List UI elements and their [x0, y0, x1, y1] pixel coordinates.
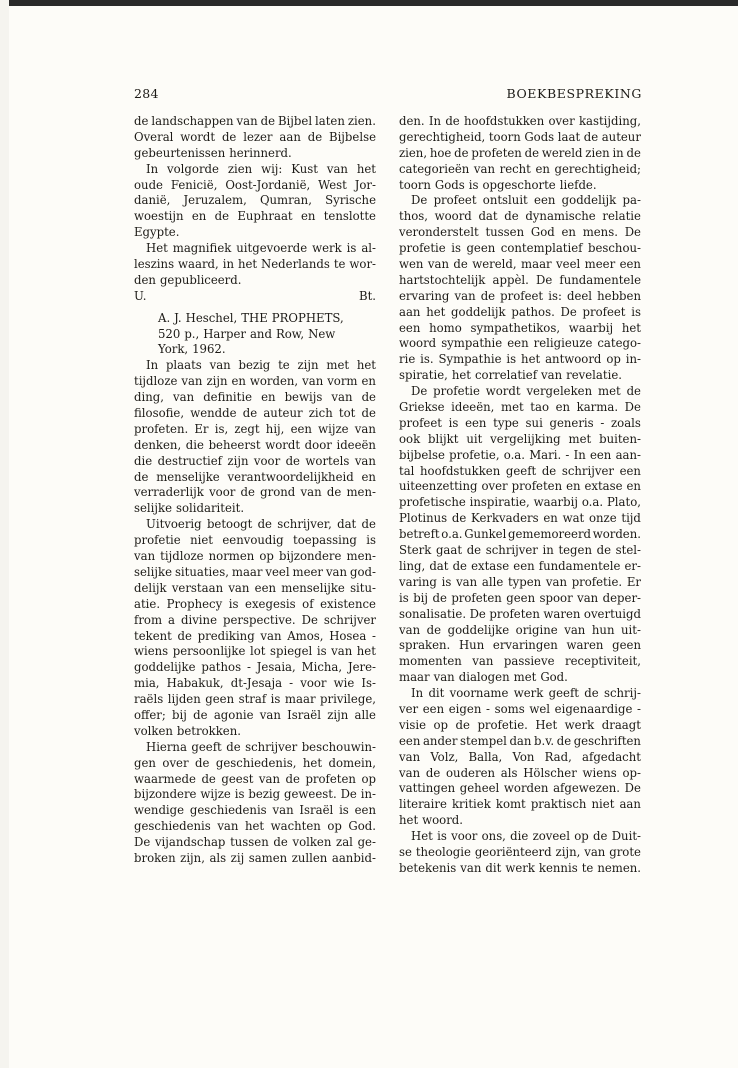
text-line: categorieën van recht en gerechtigheid;	[399, 161, 641, 176]
text-line: wendige geschiedenis van Israël is een	[134, 803, 376, 818]
text-line: Uitvoerig betoogt de schrijver, dat de	[146, 517, 376, 532]
text-line: spiratie, het correlatief van revelatie.	[399, 368, 622, 383]
text-line: danië, Jeruzalem, Qumran, Syrische	[134, 193, 376, 208]
paragraph	[134, 162, 376, 241]
text-line: In plaats van bezig te zijn met het	[146, 358, 376, 373]
text-line: oude Fenicië, Oost-Jordanië, West Jor-	[134, 177, 376, 192]
text-line: wen van de wereld, maar veel meer een	[399, 257, 641, 272]
text-line: Het magnifiek uitgevoerde werk is al-	[146, 241, 376, 256]
text-line: vattingen geheel worden afgewezen. De	[399, 781, 641, 796]
text-line: maar van dialogen met God.	[399, 670, 568, 685]
text-line: ding, van definitie en bewijs van de	[134, 390, 376, 405]
text-line: thos, woord dat de dynamische relatie	[399, 209, 641, 224]
text-line: van Volz, Balla, Von Rad, afgedacht	[399, 749, 641, 764]
book-review-heading	[134, 311, 376, 359]
text-line: Sterk gaat de schrijver in tegen de stel-	[399, 543, 641, 558]
text-line: ook blijkt uit vergelijking met buiten-	[399, 431, 641, 446]
text-line: uiteenzetting over profeten en extase en	[399, 479, 641, 494]
reviewer-signature	[134, 289, 376, 305]
text-line: een ander stempel dan b.v. de geschriften	[399, 733, 641, 748]
text-line: selijke situaties, maar veel meer van god-	[134, 564, 376, 579]
text-line: gerechtigheid, toorn Gods laat de auteur	[399, 129, 641, 144]
text-line: geschiedenis van het wachten op God.	[134, 819, 376, 834]
text-line: waarmede de geest van de profeten op	[134, 771, 376, 786]
text-line: van tijdloze normen op bijzondere men-	[134, 549, 376, 564]
paragraph	[134, 740, 376, 867]
text-line: ervaring van de profeet is: deel hebben	[399, 288, 641, 303]
text-line: wiens persoonlijke lot spiegel is van het	[134, 644, 376, 659]
text-line: ver een eigen - soms wel eigenaardige -	[399, 701, 641, 716]
text-line: bijbelse profetie, o.a. Mari. - In een aan-	[399, 447, 641, 462]
text-line: delijk verstaan van een menselijke situ-	[134, 580, 376, 595]
text-line: een homo sympathetikos, waarbij het	[399, 320, 641, 335]
text-line: profetie niet eenvoudig toepassing is	[134, 533, 376, 548]
text-line: gebeurtenissen herinnerd.	[134, 145, 292, 160]
text-line: is bij de profeten geen spoor van deper-	[399, 590, 641, 605]
paragraph	[399, 686, 641, 829]
text-line: sonalisatie. De profeten waren overtuigd	[399, 606, 641, 621]
text-line: offer; bij de agonie van Israël zijn alle	[134, 707, 376, 722]
text-line: In dit voorname werk geeft de schrij-	[411, 686, 641, 701]
text-line: veronderstelt tussen God en mens. De	[399, 225, 641, 240]
right-column	[399, 114, 641, 877]
text-line: tijdloze van zijn en worden, van vorm en	[134, 374, 376, 389]
text-line: Egypte.	[134, 225, 180, 240]
text-line: de menselijke verantwoordelijkheid en	[134, 469, 376, 484]
text-line: verraderlijk voor de grond van de men-	[134, 485, 376, 500]
paragraph	[399, 384, 641, 686]
paragraph	[134, 358, 376, 517]
text-line: woord sympathie een religieuze catego-	[399, 336, 641, 351]
text-line: profeet is een type sui generis - zoals	[399, 415, 641, 430]
text-line: betreft o.a. Gunkel gememoreerd worden.	[399, 527, 641, 542]
page-number: 284	[134, 86, 159, 101]
section-title: BOEKBESPREKING	[506, 86, 642, 101]
text-line: van de goddelijke origine van hun uit-	[399, 622, 641, 637]
paragraph	[134, 517, 376, 739]
text-line: Griekse ideeën, met tao en karma. De	[399, 400, 641, 415]
text-line: gen over de geschiedenis, het domein,	[134, 755, 376, 770]
text-line: tal hoofdstukken geeft de schrijver een	[399, 463, 641, 478]
paragraph	[134, 241, 376, 289]
text-line: profetie is geen contemplatief beschou-	[399, 241, 641, 256]
text-line: het woord.	[399, 813, 464, 828]
text-line: hartstochtelijk appèl. De fundamentele	[399, 272, 641, 287]
text-line: Overal wordt de lezer aan de Bijbelse	[134, 129, 376, 144]
text-line: visie op de profetie. Het werk draagt	[399, 717, 641, 732]
text-line: leszins waard, in het Nederlands te wor-	[134, 257, 376, 272]
paragraph	[399, 829, 641, 877]
text-line: broken zijn, als zij samen zullen aanbid-	[134, 850, 376, 865]
text-line: denken, die beheerst wordt door ideeën	[134, 437, 376, 452]
text-line: toorn Gods is opgeschorte liefde.	[399, 177, 597, 192]
text-line: volken betrokken.	[134, 723, 241, 738]
text-line: In volgorde zien wij: Kust van het	[146, 161, 376, 176]
text-line: den gepubliceerd.	[134, 272, 242, 287]
text-line: varing is van alle typen van profetie. Er	[399, 574, 641, 589]
paragraph	[399, 193, 641, 384]
text-line: Hierna geeft de schrijver beschouwin-	[146, 739, 376, 754]
text-line: profeten. Er is, zegt hij, een wijze van	[134, 421, 376, 436]
scan-border-top	[0, 0, 738, 6]
text-line: de landschappen van de Bijbel laten zien.	[134, 114, 376, 128]
text-line: profetische inspiratie, waarbij o.a. Plato,	[399, 495, 641, 510]
text-line: tekent de prediking van Amos, Hosea -	[134, 628, 376, 643]
text-line: atie. Prophecy is exegesis of existence	[134, 596, 376, 611]
text-line: selijke solidariteit.	[134, 501, 245, 516]
paragraph	[134, 114, 376, 162]
text-line: betekenis van dit werk kennis te nemen.	[399, 860, 642, 875]
text-line: rie is. Sympathie is het antwoord op in-	[399, 352, 641, 367]
text-line: De vijandschap tussen de volken zal ge-	[134, 835, 376, 850]
text-line: spraken. Hun ervaringen waren geen	[399, 638, 641, 653]
text-line: De profetie wordt vergeleken met de	[411, 384, 641, 399]
text-line: ling, dat de extase een fundamentele er-	[399, 558, 641, 573]
text-line: bijzondere wijze is bezig geweest. De in-	[134, 787, 376, 802]
signature-right: Bt.	[358, 288, 376, 303]
text-line: zien, hoe de profeten de wereld zien in de	[399, 145, 641, 160]
paragraph	[399, 114, 641, 193]
text-line: Plotinus de Kerkvaders en wat onze tijd	[399, 511, 641, 526]
text-line: die destructief zijn voor de wortels van	[134, 453, 376, 468]
text-line: van de ouderen als Hölscher wiens op-	[399, 765, 641, 780]
running-head	[134, 86, 642, 104]
text-line: York, 1962.	[158, 342, 226, 357]
text-line: raëls lijden geen straf is maar privilege,	[134, 692, 376, 707]
text-line: 520 p., Harper and Row, New	[158, 326, 336, 341]
text-line: den. In de hoofdstukken over kastijding,	[399, 114, 641, 128]
text-line: filosofie, wendde de auteur zich tot de	[134, 406, 376, 421]
text-line: momenten van passieve receptiviteit,	[399, 654, 641, 669]
text-line: from a divine perspective. De schrijver	[134, 612, 376, 627]
text-line: se theologie georiënteerd zijn, van grote	[399, 844, 641, 859]
text-line: aan het goddelijk pathos. De profeet is	[399, 304, 641, 319]
text-line: A. J. Heschel, THE PROPHETS,	[158, 310, 344, 325]
text-line: De profeet ontsluit een goddelijk pa-	[411, 193, 641, 208]
text-line: woestijn en de Euphraat en tenslotte	[134, 209, 376, 224]
left-column	[134, 114, 376, 867]
text-line: Het is voor ons, die zoveel op de Duit-	[411, 829, 641, 844]
signature-left: U.	[134, 288, 147, 303]
text-line: goddelijke pathos - Jesaia, Micha, Jere-	[134, 660, 376, 675]
text-line: mia, Habakuk, dt-Jesaja - voor wie Is-	[134, 676, 376, 691]
text-line: literaire kritiek komt praktisch niet aan	[399, 797, 641, 812]
scan-border-left	[0, 0, 9, 1068]
